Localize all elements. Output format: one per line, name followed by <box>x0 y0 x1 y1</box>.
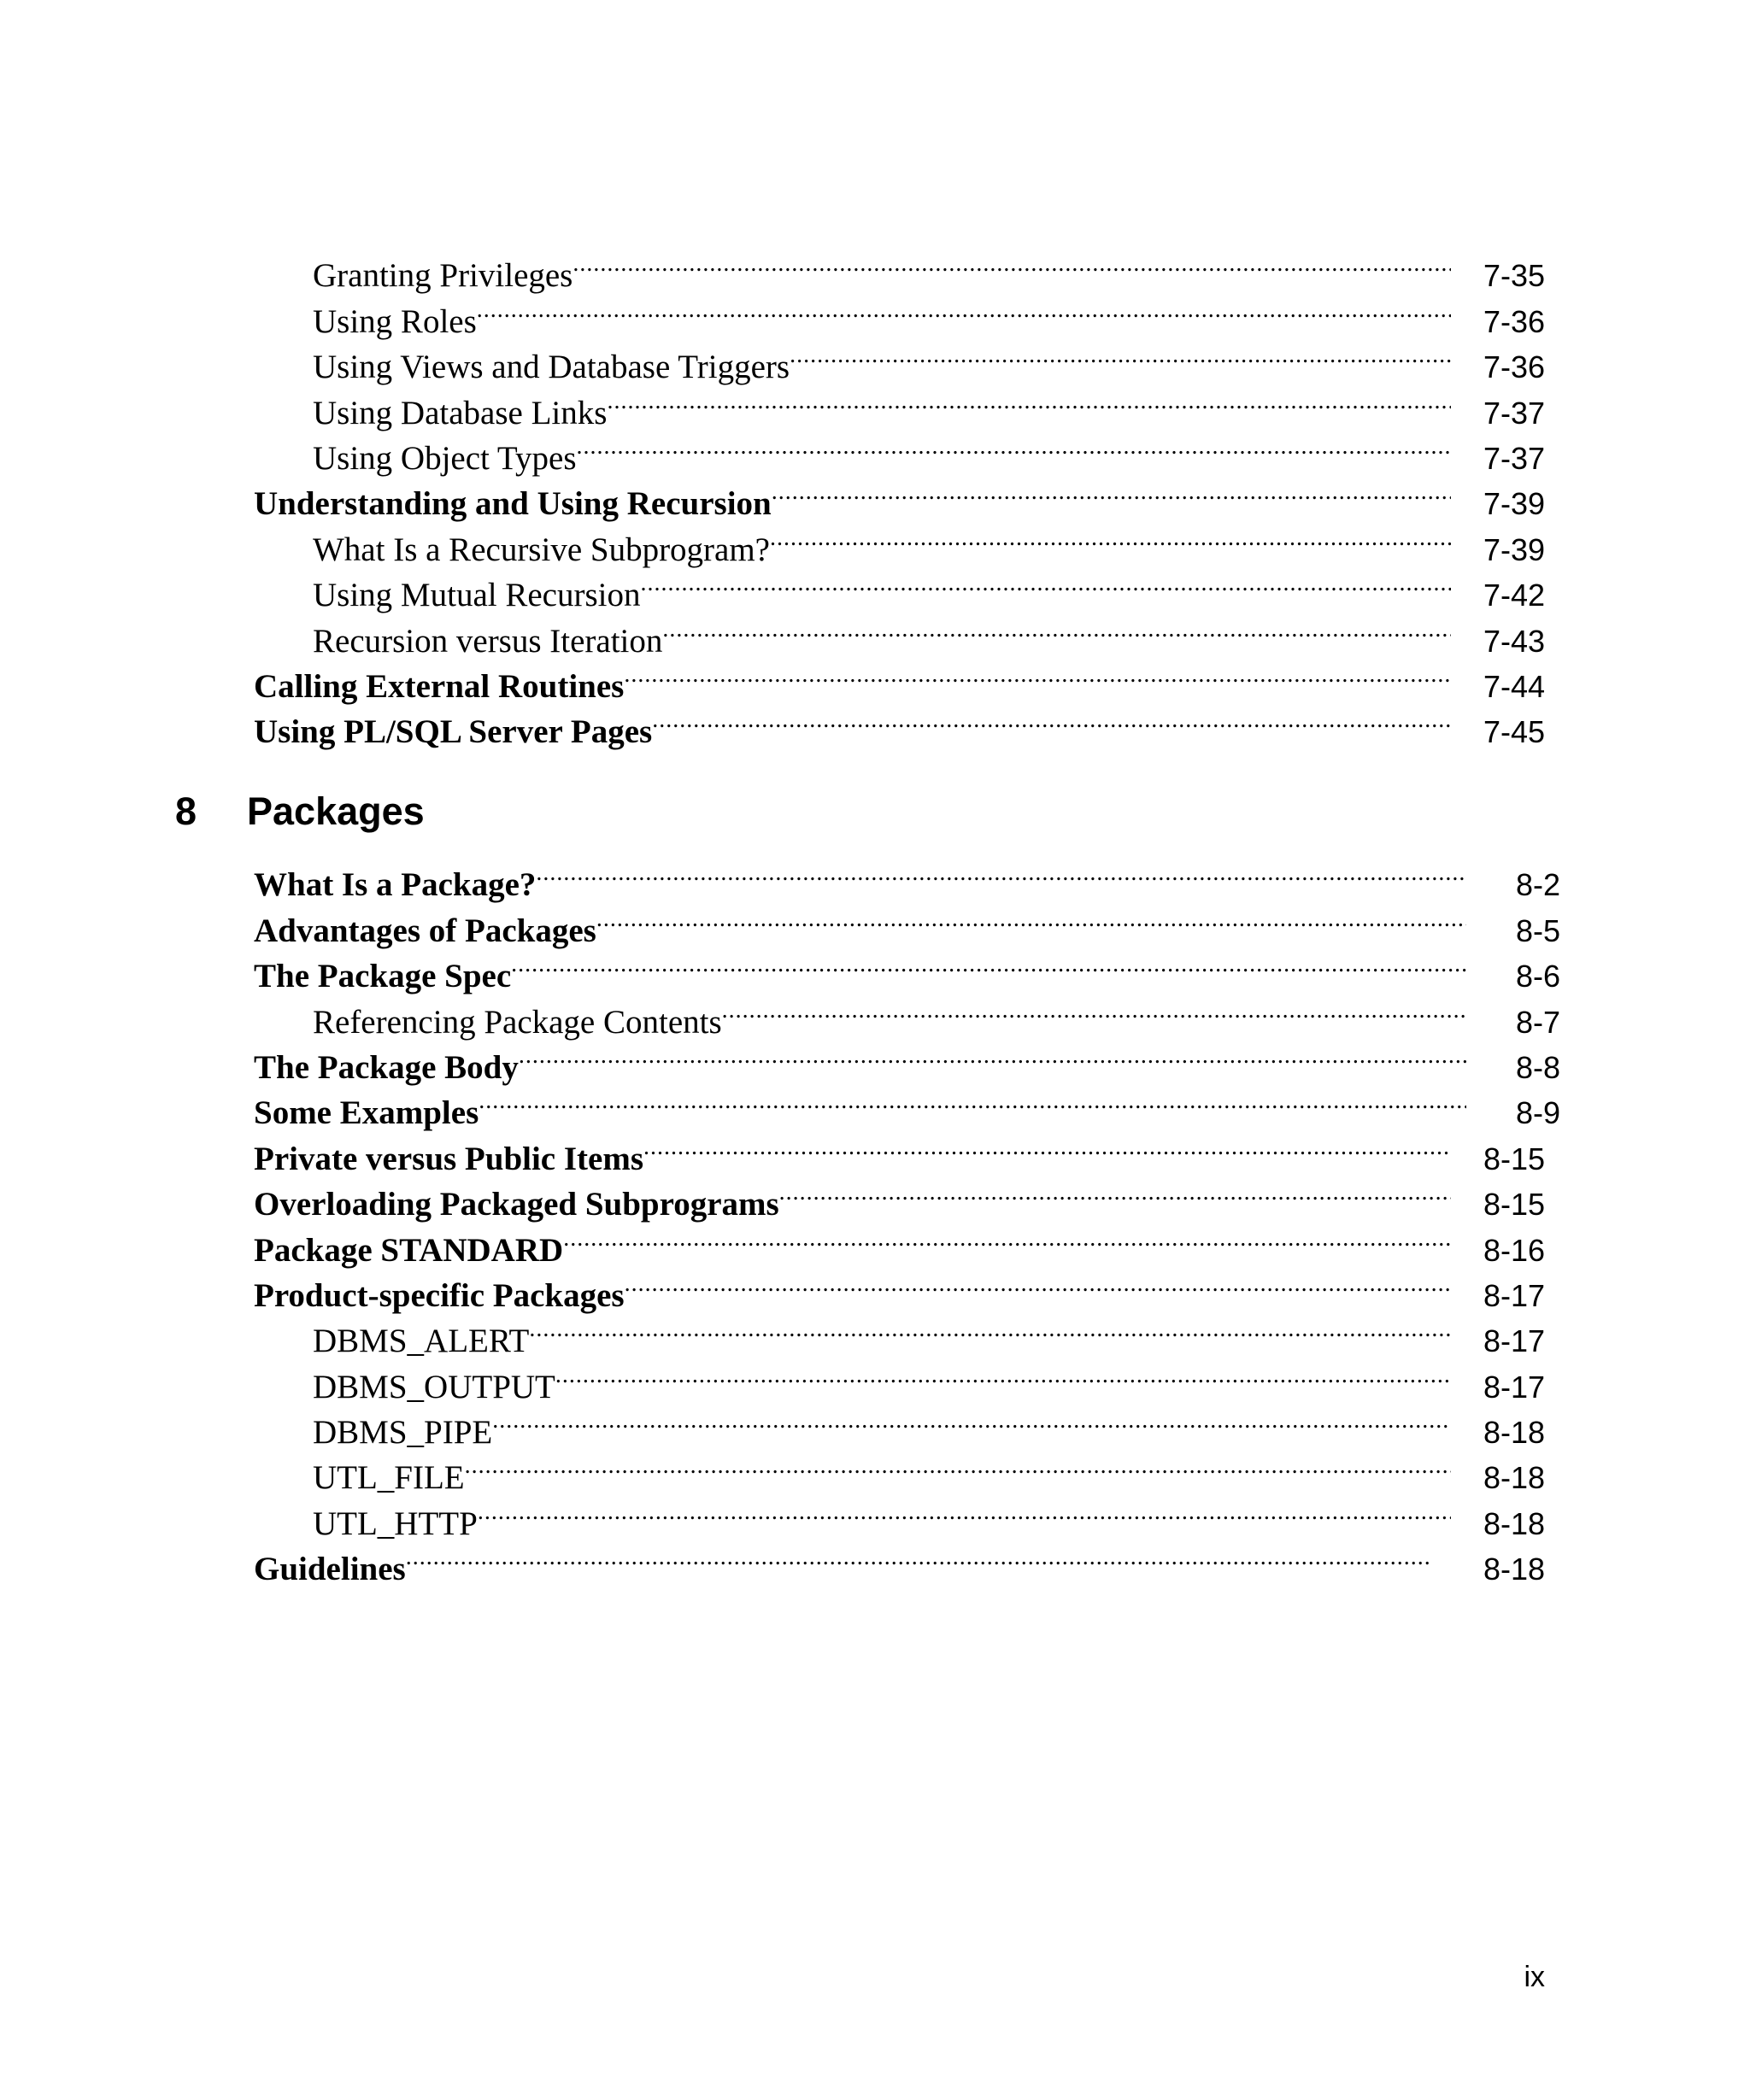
dot-leader <box>577 424 1451 469</box>
toc-entry[interactable] <box>0 1215 1750 1269</box>
dot-leader <box>511 941 1466 987</box>
toc-entry[interactable] <box>0 895 1750 949</box>
toc-entry-title: The Package Body <box>254 1048 519 1086</box>
toc-entry-page: 7-39 <box>1483 486 1545 522</box>
dot-leader <box>477 286 1451 331</box>
chapter-title: Packages <box>247 789 425 833</box>
toc-entry-title: Using Mutual Recursion <box>313 577 641 614</box>
toc-entry[interactable] <box>0 1443 1750 1497</box>
toc-entry-title: The Package Spec <box>254 958 512 995</box>
dot-leader <box>596 895 1466 941</box>
toc-entry-title: Advantages of Packages <box>254 912 596 949</box>
toc-entry-page: 8-15 <box>1483 1187 1545 1223</box>
toc-continued-list <box>0 241 1750 751</box>
toc-entry[interactable] <box>0 1488 1750 1542</box>
toc-entry[interactable] <box>0 241 1750 295</box>
toc-entry[interactable] <box>0 606 1750 660</box>
dot-leader <box>492 1398 1451 1443</box>
toc-entry-title: Guidelines <box>254 1551 406 1588</box>
toc-entry[interactable] <box>0 987 1750 1041</box>
toc-entry-page: 7-42 <box>1483 578 1545 613</box>
toc-entry[interactable] <box>0 1261 1750 1314</box>
toc-entry[interactable] <box>0 1123 1750 1177</box>
toc-entry-page: 8-7 <box>1515 1004 1560 1040</box>
toc-entry[interactable] <box>0 1170 1750 1223</box>
dot-leader <box>652 697 1451 742</box>
toc-entry[interactable] <box>0 1033 1750 1086</box>
dot-leader <box>406 1534 1451 1580</box>
toc-entry[interactable] <box>0 1534 1750 1588</box>
dot-leader <box>772 469 1451 514</box>
toc-entry-title: DBMS_PIPE <box>313 1414 493 1452</box>
toc-entry-page: 8-9 <box>1515 1095 1560 1131</box>
toc-entry-title: Private versus Public Items <box>254 1140 644 1177</box>
toc-entry-title: Overloading Packaged Subprograms <box>254 1186 779 1223</box>
toc-entry-title: UTL_FILE <box>313 1459 465 1497</box>
toc-entry[interactable] <box>0 286 1750 340</box>
toc-entry-page: 8-8 <box>1515 1049 1560 1085</box>
chapter-number: 8 <box>175 789 197 833</box>
chapter-toc-list <box>0 850 1750 1588</box>
toc-entry[interactable] <box>0 1352 1750 1405</box>
toc-entry[interactable] <box>0 1398 1750 1452</box>
toc-entry-page: 8-6 <box>1515 959 1560 994</box>
toc-entry-page: 7-45 <box>1483 714 1545 750</box>
toc-entry-page: 7-39 <box>1483 531 1545 567</box>
toc-entry[interactable] <box>0 1306 1750 1360</box>
toc-entry-title: Some Examples <box>254 1094 479 1132</box>
toc-entry-title: Using Object Types <box>313 439 577 477</box>
dot-leader <box>643 1123 1451 1169</box>
toc-entry-page: 8-17 <box>1483 1323 1545 1359</box>
toc-entry-page: 8-5 <box>1515 912 1560 948</box>
toc-entry-page: 7-36 <box>1483 349 1545 385</box>
toc-entry-title: Referencing Package Contents <box>313 1003 722 1041</box>
toc-entry-page: 7-36 <box>1483 303 1545 339</box>
toc-entry-title: Understanding and Using Recursion <box>254 485 772 523</box>
toc-entry-title: Using Views and Database Triggers <box>313 349 790 386</box>
toc-entry[interactable] <box>0 332 1750 386</box>
toc-entry-title: What Is a Recursive Subprogram? <box>313 531 770 568</box>
dot-leader <box>555 1352 1451 1397</box>
toc-entry-page: 8-18 <box>1483 1505 1545 1541</box>
toc-entry-title: DBMS_OUTPUT <box>313 1368 555 1405</box>
dot-leader <box>573 241 1451 286</box>
dot-leader <box>662 606 1451 651</box>
toc-entry-page: 8-18 <box>1483 1460 1545 1496</box>
dot-leader <box>640 560 1451 606</box>
toc-entry-page: 8-18 <box>1483 1552 1545 1587</box>
dot-leader <box>563 1215 1451 1260</box>
toc-entry[interactable] <box>0 941 1750 995</box>
toc-entry-page: 8-18 <box>1483 1415 1545 1451</box>
toc-entry-page: 8-16 <box>1483 1232 1545 1268</box>
chapter-heading[interactable] <box>175 786 425 837</box>
dot-leader <box>478 1488 1451 1534</box>
dot-leader <box>624 652 1451 697</box>
dot-leader <box>790 332 1451 378</box>
toc-entry-title: Using PL/SQL Server Pages <box>254 713 653 751</box>
toc-entry-page: 8-17 <box>1483 1369 1545 1405</box>
toc-entry-title: What Is a Package? <box>254 866 537 904</box>
toc-entry[interactable] <box>0 697 1750 751</box>
toc-entry[interactable] <box>0 560 1750 614</box>
dot-leader <box>625 1261 1451 1306</box>
toc-entry-title: DBMS_ALERT <box>313 1323 530 1360</box>
toc-entry-title: Using Roles <box>313 302 477 340</box>
dot-leader <box>779 1170 1451 1215</box>
dot-leader <box>722 987 1466 1032</box>
dot-leader <box>519 1033 1466 1078</box>
toc-entry[interactable] <box>0 469 1750 523</box>
toc-entry-title: Granting Privileges <box>313 257 573 295</box>
toc-entry-title: UTL_HTTP <box>313 1505 478 1542</box>
toc-entry[interactable] <box>0 424 1750 477</box>
toc-entry[interactable] <box>0 850 1750 904</box>
page-number: ix <box>1524 1961 1545 1993</box>
toc-entry-page: 7-44 <box>1483 668 1545 704</box>
dot-leader <box>465 1443 1451 1488</box>
toc-entry-title: Using Database Links <box>313 394 608 431</box>
toc-entry-title: Product-specific Packages <box>254 1276 625 1314</box>
toc-entry-page: 8-15 <box>1483 1141 1545 1176</box>
toc-entry[interactable] <box>0 514 1750 568</box>
dot-leader <box>536 850 1466 895</box>
dot-leader <box>770 514 1451 560</box>
dot-leader <box>479 1078 1466 1123</box>
toc-entry-title: Calling External Routines <box>254 667 625 705</box>
toc-entry-page: 7-37 <box>1483 440 1545 476</box>
toc-entry-title: Package STANDARD <box>254 1231 564 1269</box>
toc-entry-page: 8-17 <box>1483 1277 1545 1313</box>
toc-entry-page: 8-2 <box>1515 867 1560 903</box>
toc-entry[interactable] <box>0 378 1750 431</box>
toc-entry-title: Recursion versus Iteration <box>313 622 663 660</box>
toc-entry-page: 7-43 <box>1483 623 1545 659</box>
toc-entry-page: 7-37 <box>1483 395 1545 431</box>
toc-entry[interactable] <box>0 1078 1750 1132</box>
toc-entry-page: 7-35 <box>1483 258 1545 294</box>
dot-leader <box>607 378 1451 423</box>
toc-entry[interactable] <box>0 652 1750 705</box>
dot-leader <box>529 1306 1451 1352</box>
